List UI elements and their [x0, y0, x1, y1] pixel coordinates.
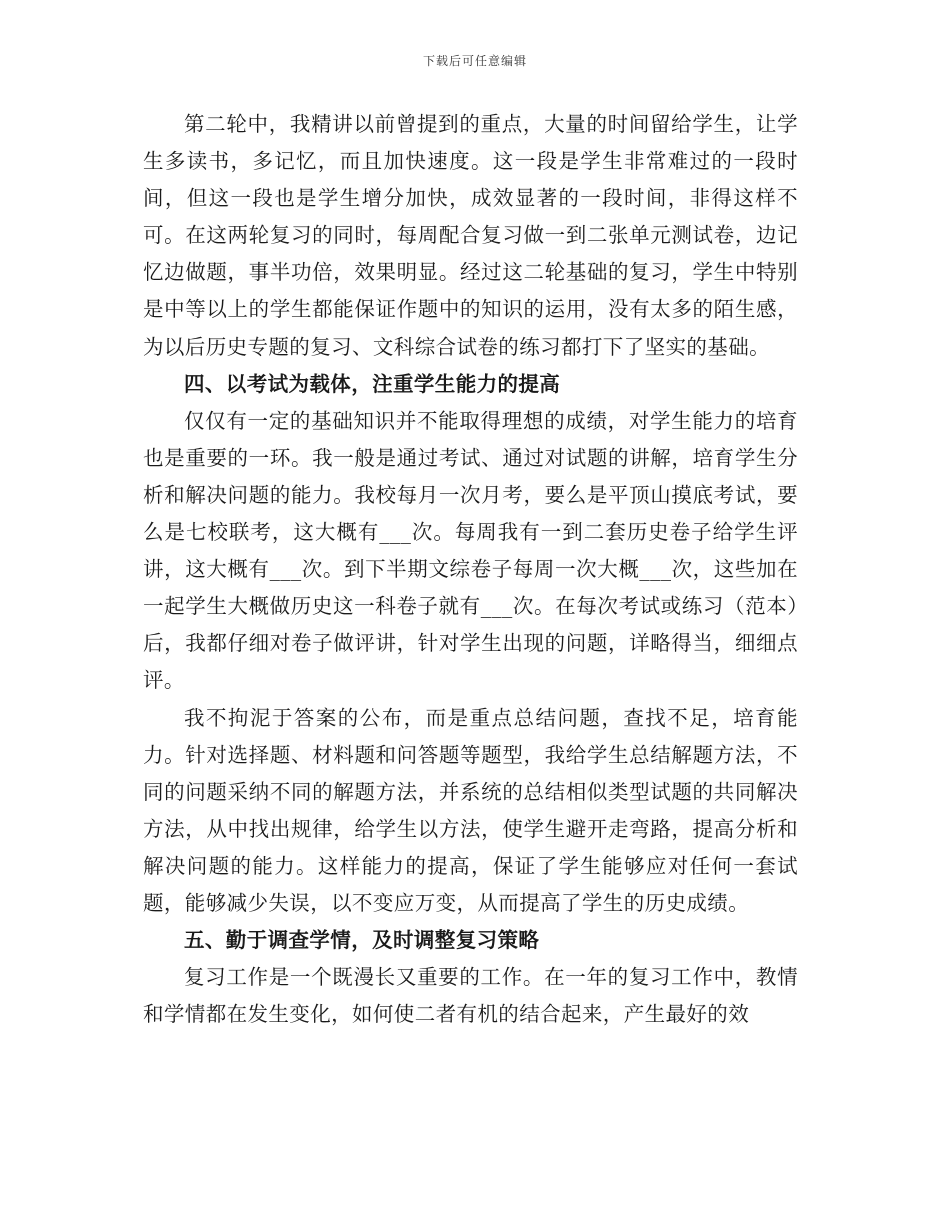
section-heading-5: 五、勤于调查学情，及时调整复习策略 — [184, 928, 540, 953]
page-header: 下载后可任意编辑 — [422, 54, 527, 68]
paragraph-second-round: 第二轮中，我精讲以前曾提到的重点，大量的时间留给学生，让学生多读书，多记忆，而且加快速度。这一段是学生非常难过的一段时间，但这一段也是学生增分加快，成效显著的一段时间，非得这样不可。在这两轮复习的同时，每周配合复习做一到二张单元测试卷，边记忆边做题，事半功倍，效果明显。经过这二轮基础的复习，学生中特别是中等以上的学生都能保证作题中的知识的运用，没有太多的陌生感，为以后历史专题的复习、文科综合试卷的练习都打下了坚实的基础。 — [143, 112, 798, 359]
document-body — [143, 106, 798, 1033]
section-heading-4: 四、以考试为载体，注重学生能力的提高 — [184, 371, 561, 396]
paragraph-exam-ability: 仅仅有一定的基础知识并不能取得理想的成绩，对学生能力的培育也是重要的一环。我一般是通过考试、通过对试题的讲解，培育学生分析和解决问题的能力。我校每月一次月考，要么是平顶山摸底考试，要么是七校联考，这大概有___次。每周我有一到二套历史卷子给学生评讲，这大概有___次。到下半期文综卷子每周一次大概___次，这些加在一起学生大概做历史这一科卷子就有___次。在每次考试或练习（范本）后，我都仔细对卷子做评讲，针对学生出现的问题，详略得当，细细点评。 — [143, 408, 798, 693]
paragraph-review-work: 复习工作是一个既漫长又重要的工作。在一年的复习工作中，教情和学情都在发生变化，如何使二者有机的结合起来，产生最好的效 — [143, 965, 798, 1027]
paragraph-summarize-methods: 我不拘泥于答案的公布，而是重点总结问题，查找不足，培育能力。针对选择题、材料题和问答题等题型，我给学生总结解题方法，不同的问题采纳不同的解题方法，并系统的总结相似类型试题的共同解决方法，从中找出规律，给学生以方法，使学生避开走弯路，提高分析和解决问题的能力。这样能力的提高，保证了学生能够应对任何一套试题，能够减少失误，以不变应万变，从而提高了学生的历史成绩。 — [143, 705, 798, 915]
